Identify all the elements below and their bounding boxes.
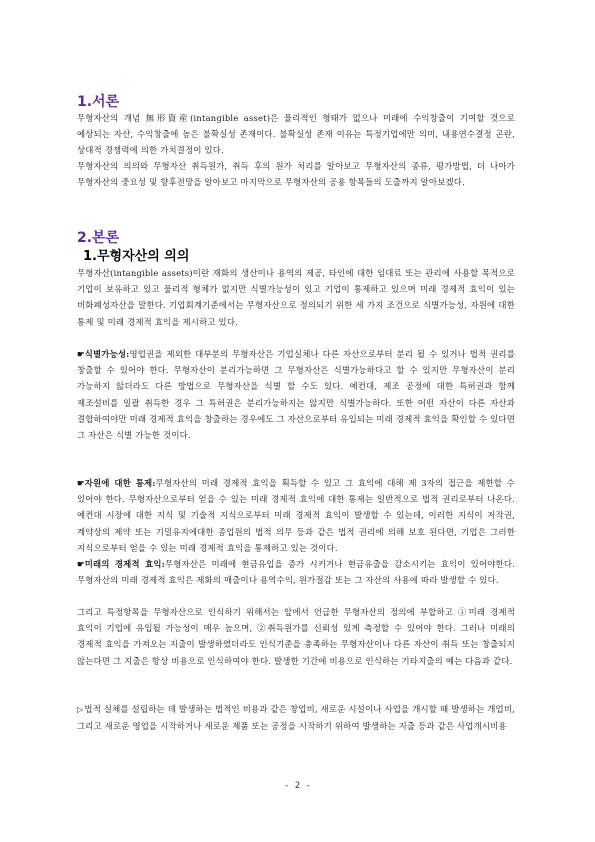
body-paragraph-startup-costs <box>77 701 515 734</box>
identifiability-label: 식별가능성: <box>84 349 130 359</box>
page-number: - 2 - <box>283 781 312 791</box>
body-paragraph-1 <box>77 265 515 330</box>
identifiability-text: 영업권을 제외한 대부분의 무형자산은 기업실체나 다른 자산으로부터 분리 될 수 있거나 법적 권리를 창출할 수 있어야 한다. 무형자산이 분리가능하면 그 무형자산은 식별가능하다고 할 수 있지만 무형자산이 분리 가능하지 않더라도 다른 방법으로 무형자산을 식별 할 수도 있다. 예컨대, 제조 공정에 대한 특허권과 함께 제조설비를 일괄 취득한 경우 그 특허권은 분리가능하지는 않지만 식별가능하다. 또한 어떤 자산이 다른 자산과 결합하여야만 미래 경제적 효익을 창출하는 경우에도 그 자산으로부터 유입되는 미래 경제적 효익을 확인할 수 있다면 그 자산은 식별 가능한 것이다. <box>77 349 515 441</box>
body-paragraph-control <box>77 475 515 556</box>
section-heading-intro: 1.서론 <box>77 94 120 110</box>
body-paragraph-identifiability <box>77 346 515 443</box>
body-paragraph-future-benefit <box>77 556 515 588</box>
body-paragraph-recognition <box>77 604 515 669</box>
subsection-heading: 1.무형자산의 의의 <box>83 249 190 264</box>
recognition-text: 그리고 특정항목을 무형자산으로 인식하기 위해서는 앞에서 언급한 무형자산의 정의에 부합하고 ①미래 경제적 효익이 기업에 유입될 가능성이 매우 높으며, ②취득원가를 신뢰성 있게 측정할 수 있어야 한다. 그러나 미래의 경제적 효익을 가져오는 지출이 발생하였더라도 인식기준을 충족하는 무형자산이나 다른 자산이 취득 또는 창출되지 않는다면 그 지출은 항상 비용으로 인식하여야 한다. 발생한 기간에 비용으로 인식하는 기타지출의 예는 다음과 같다. <box>77 607 515 666</box>
triangle-bullet-icon: ▷ <box>77 705 84 714</box>
startup-costs-text: 법적 실체를 설립하는 데 발생하는 법적인 비용과 같은 창업비, 새로운 시설이나 사업을 개시할 때 발생하는 개업비, 그리고 새로운 영업을 시작하거나 새로운 제품 또는 공정을 시작하기 위하여 발생하는 지출 등과 같은 사업개시비용 <box>77 704 515 732</box>
intro-paragraph-2-text: 무형자산의 의의와 무형자산 취득원가, 취득 후의 원가 처리를 알아보고 무형자산의 종류, 평가방법, 더 나아가 무형자산의 중요성 및 향후전망을 알아보고 마지막으로 무형자산의 공용 항목들의 도출까지 알아보겠다. <box>77 161 515 188</box>
control-text: 무형자산의 미래 경제적 효익을 획득할 수 있고 그 효익에 대해 제 3자의 접근을 제한할 수 있어야 한다. 무형자산으로부터 얻을 수 있는 미래 경제적 효익에 대한 통제는 일반적으로 법적 권리로부터 나온다. 예컨대 시장에 대한 지식 및 기술적 지식으로부터 미래 경제적 효익이 발생할 수 있는데, 이러한 지식이 저작권, 계약상의 제약 또는 기밀유지에대한 종업원의 법적 의무 등과 같은 법적 권리에 의해 보호 된다면, 기업은 그러한 지식으로부터 얻을 수 있는 미래 경제적 효익을 통제하고 있는 것이다. <box>77 478 515 553</box>
pointing-hand-icon: ☛ <box>77 559 85 569</box>
pointing-hand-icon: ☛ <box>77 478 85 488</box>
intro-paragraph-1 <box>77 110 515 159</box>
pointing-hand-icon: ☛ <box>77 349 85 359</box>
body-paragraph-1-text: 무형자산(intangible assets)이란 재화의 생산이나 용역의 제공, 타인에 대한 임대료 또는 관리에 사용할 목적으로 기업이 보유하고 있고 물리적 형체가 없지만 식별가능성이 있고 기업이 통제하고 있으며 미래 경제적 효익이 있는 비화폐성자산을 말한다. 기업회계기준에서는 무형자산으로 정의되기 위한 세 가지 조건으로 식별가능성, 자원에 대한 통제 및 미래 경제적 효익을 제시하고 있다. <box>77 268 515 327</box>
section-heading-body: 2.본론 <box>77 230 120 246</box>
control-label: 자원에 대한 통제: <box>84 478 156 488</box>
future-benefit-text: 무형자산은 미래에 현금유입을 증가 시키거나 현금유출을 감소시키는 효익이 있어야한다. 무형자산의 미래 경제적 효익은 제화의 매출이나 용역수익, 원가절감 또는 그 자산의 사용에 따라 발생할 수 있다. <box>77 559 515 586</box>
intro-paragraph-1-text: 무형자산의 개념 無形資産(intangible asset)은 물리적인 형태가 없으나 미래에 수익창출이 기여할 것으로 예상되는 자산, 수익창출에 높은 불확실성 존재이다. 불확실성 존재 이유는 특정기업에만 의미, 내용연수결정 곤란, 상대적 경쟁력에 의한 가치결정이 있다. <box>77 113 515 156</box>
future-benefit-label: 미래의 경제적 효익: <box>84 559 165 569</box>
intro-paragraph-2 <box>77 158 515 190</box>
